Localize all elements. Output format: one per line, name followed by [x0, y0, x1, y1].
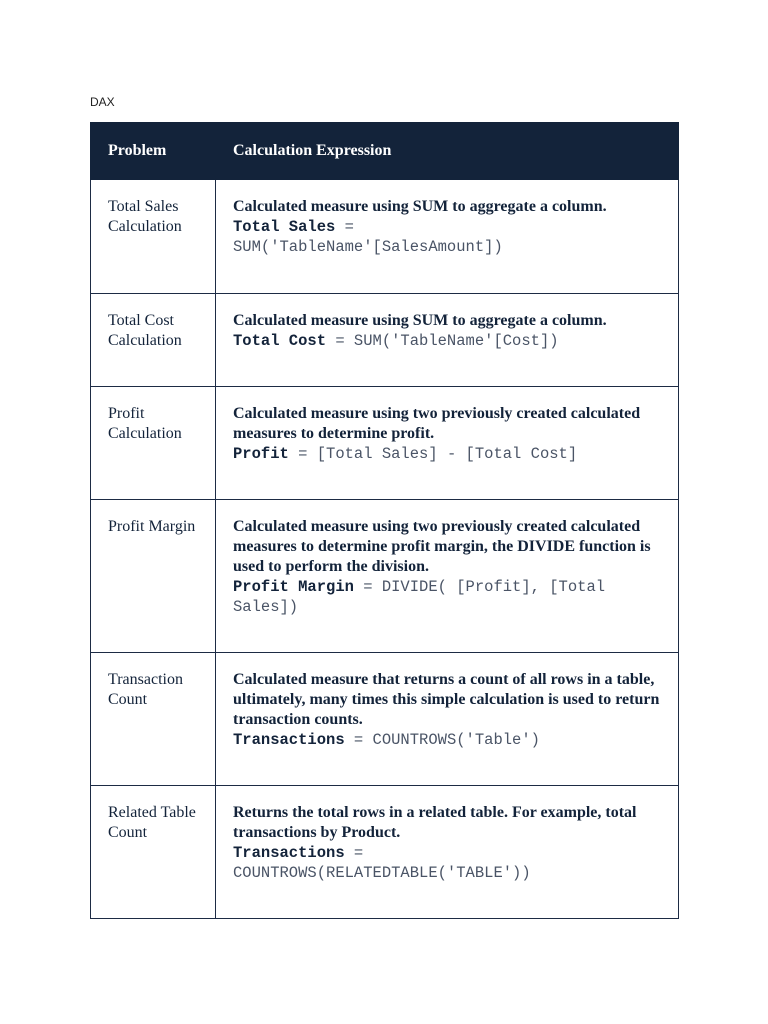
measure-name: Total Cost [233, 332, 327, 350]
problem-cell: Related Table Count [91, 786, 216, 919]
row-description: Calculated measure using SUM to aggregate a column. [233, 312, 607, 329]
problem-cell: Total Cost Calculation [91, 294, 216, 387]
expression-cell [216, 500, 679, 653]
measure-name: Profit [233, 445, 289, 463]
document-label: DAX [90, 95, 115, 109]
dax-code [233, 843, 666, 883]
row-description: Returns the total rows in a related table. For example, total transactions by Product. [233, 804, 637, 841]
table-row [91, 180, 679, 294]
dax-code [233, 730, 666, 750]
table-row [91, 387, 679, 500]
expression-cell [216, 294, 679, 387]
dax-code [233, 331, 666, 351]
row-description: Calculated measure using two previously created calculated measures to determine profit margin, the DIVIDE function is used to perform the division. [233, 518, 651, 575]
measure-expression: = SUM('TableName'[Cost]) [326, 332, 559, 350]
row-description: Calculated measure using two previously created calculated measures to determine profit. [233, 405, 641, 442]
row-description: Calculated measure using SUM to aggregate a column. [233, 198, 607, 215]
measure-expression: = DIVIDE( [Profit], [Total Sales]) [233, 578, 615, 616]
measure-expression: = SUM('TableName'[SalesAmount]) [233, 218, 503, 256]
header-calculation-expression: Calculation Expression [216, 123, 679, 180]
row-description: Calculated measure that returns a count of all rows in a table, ultimately, many times this simple calculation is used to return transaction counts. [233, 671, 660, 728]
table-header-row [91, 123, 679, 180]
header-problem: Problem [91, 123, 216, 180]
measure-expression: = [Total Sales] - [Total Cost] [288, 445, 578, 463]
dax-code [233, 577, 666, 617]
table-row [91, 294, 679, 387]
dax-measures-table [90, 122, 679, 919]
measure-name: Profit Margin [233, 578, 354, 596]
dax-code [233, 444, 666, 464]
expression-cell [216, 786, 679, 919]
problem-cell: Profit Calculation [91, 387, 216, 500]
expression-cell [216, 653, 679, 786]
problem-cell: Transaction Count [91, 653, 216, 786]
measure-expression: = COUNTROWS(RELATEDTABLE('TABLE')) [233, 844, 531, 882]
measure-name: Transactions [233, 844, 345, 862]
problem-cell: Profit Margin [91, 500, 216, 653]
table-row [91, 500, 679, 653]
expression-cell [216, 180, 679, 294]
expression-cell [216, 387, 679, 500]
table-row [91, 786, 679, 919]
measure-expression: = COUNTROWS('Table') [344, 731, 540, 749]
measure-name: Transactions [233, 731, 345, 749]
dax-code [233, 217, 666, 257]
measure-name: Total Sales [233, 218, 336, 236]
table-row [91, 653, 679, 786]
problem-cell: Total Sales Calculation [91, 180, 216, 294]
